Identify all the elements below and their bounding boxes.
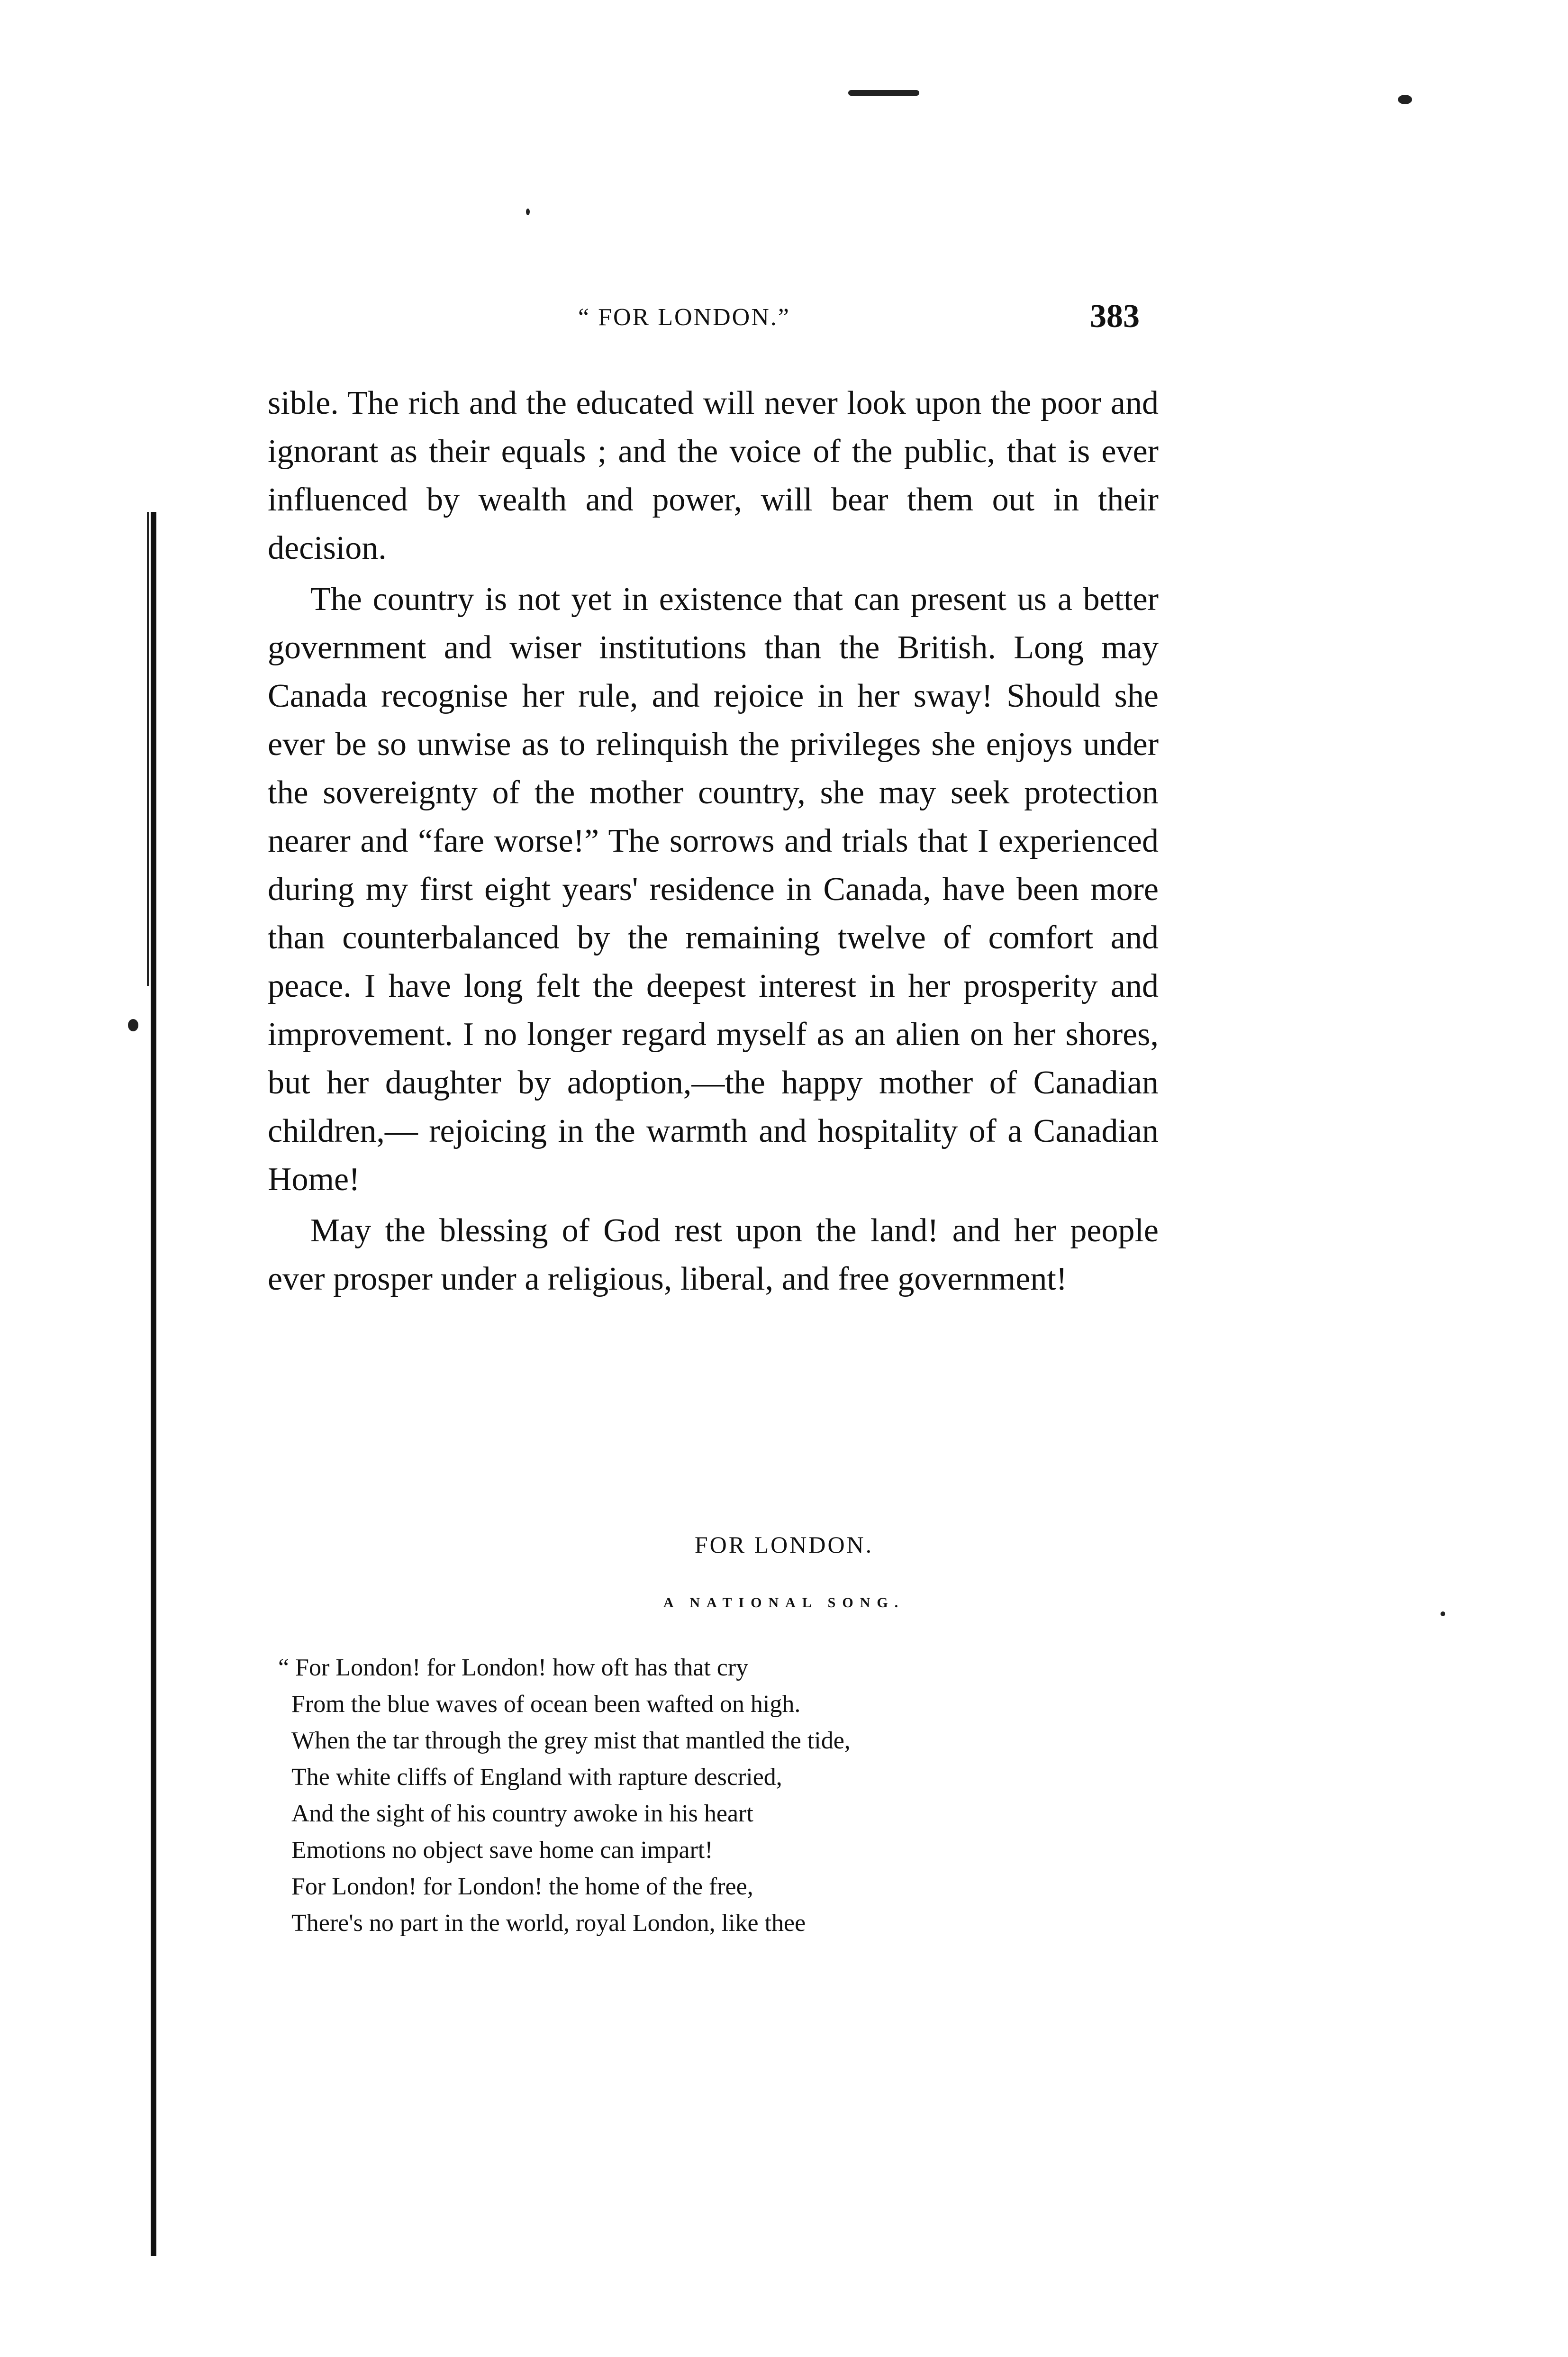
ink-speck (526, 209, 530, 215)
poem-line: Emotions no object save home can impart! (291, 1837, 713, 1864)
ink-speck (1398, 95, 1412, 104)
binding-edge-rule (151, 512, 156, 2256)
paragraph: sible. The rich and the educated will never look upon the poor and ignorant as their equals ; and the voice of the public, that is ever influenced by wealth and power, will bear them out in their decision. (268, 385, 1159, 566)
ink-speck (848, 90, 919, 96)
ink-speck (128, 1019, 138, 1031)
poem-line: For London! for London! the home of the free, (291, 1873, 753, 1900)
running-head: “ FOR LONDON.” (578, 304, 790, 331)
poem-stanza (278, 1649, 1192, 1941)
poem-subtitle: A NATIONAL SONG. (663, 1595, 905, 1611)
poem-line: “ For London! for London! how oft has that cry (278, 1654, 749, 1681)
paragraph: The country is not yet in existence that can present us a better government and wiser institutions than the British. Long may Canada recognise her rule, and rejoice in her sway! Should she ever be so unwise as to relinquish the privileges she enjoys under the sovereignty of the mother country, she may seek protection nearer and “fare worse!” The sorrows and trials that I experienced during my first eight years' residence in Canada, have been more than counterbalanced by the remaining twelve of comfort and peace. I have long felt the deepest interest in her prosperity and improvement. I no longer regard myself as an alien on her shores, but her daughter by adoption,—the happy mother of Canadian children,— rejoicing in the warmth and hospitality of a Canadian Home! (268, 581, 1159, 1198)
poem-line: There's no part in the world, royal London, like thee (291, 1910, 806, 1937)
poem-title: FOR LONDON. (694, 1531, 874, 1558)
ink-speck (1441, 1611, 1445, 1616)
poem-line: The white cliffs of England with rapture descried, (291, 1764, 782, 1791)
paragraph: May the blessing of God rest upon the land! and her people ever prosper under a religious, liberal, and free government! (268, 1212, 1159, 1297)
poem-line: From the blue waves of ocean been wafted on high. (291, 1691, 801, 1718)
body-text (268, 379, 1159, 1303)
poem-line: When the tar through the grey mist that mantled the tide, (291, 1727, 851, 1754)
page-number: 383 (1090, 298, 1140, 335)
poem-line: And the sight of his country awoke in his heart (291, 1800, 753, 1827)
binding-edge-shadow (147, 512, 149, 986)
